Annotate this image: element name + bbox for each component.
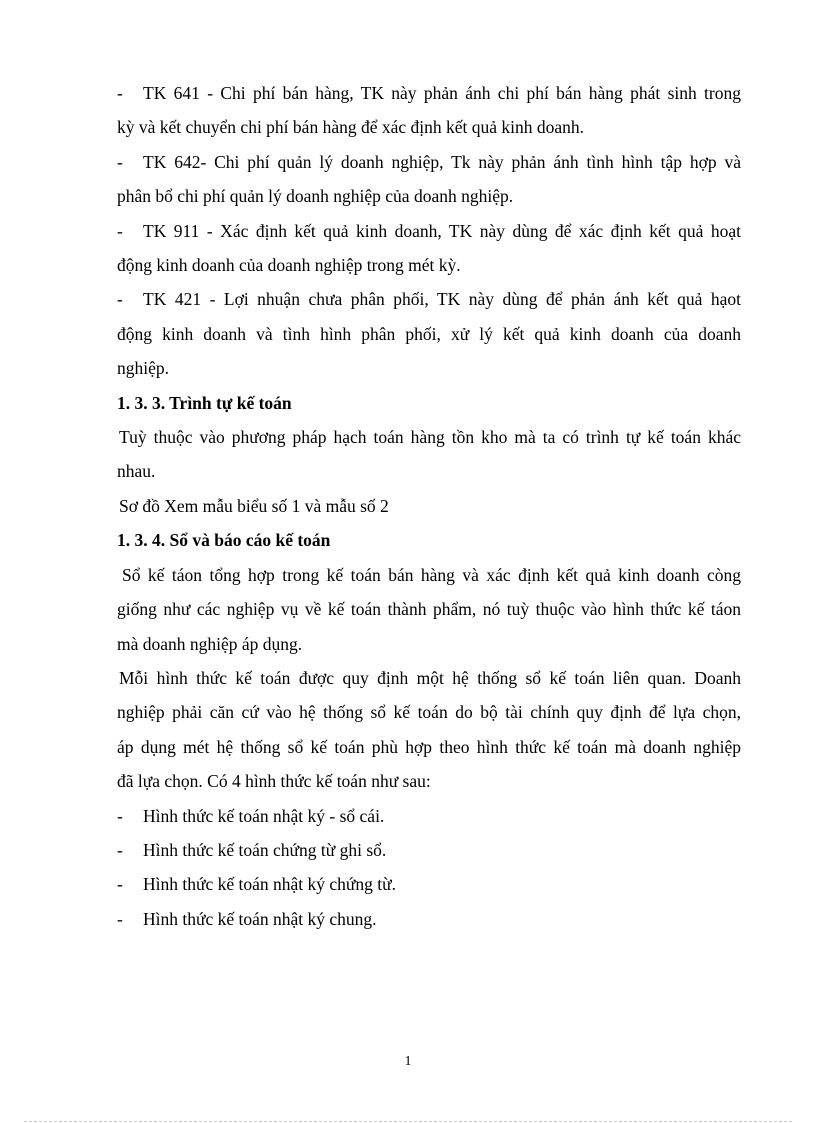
paragraph-line: đã lựa chọn. Có 4 hình thức kế toán như sau: (117, 771, 431, 792)
bullet-tk421 (117, 282, 741, 316)
bullet-form (117, 902, 741, 936)
bullet-form (117, 833, 741, 867)
bullet-tk911 (117, 214, 741, 248)
paragraph-line: giống như các nghiệp vụ về kế toán thành phẩm, nó tuỳ thuộc vào hình thức kế táon (117, 599, 741, 620)
bullet-text-line: TK 421 - Lợi nhuận chưa phân phối, TK này dùng để phản ánh kết quả hạot (143, 289, 741, 310)
page-bottom-rule (24, 1121, 792, 1122)
bullet-text: Hình thức kế toán chứng từ ghi sổ. (143, 839, 387, 860)
page-content (117, 76, 741, 936)
bullet-text: Hình thức kế toán nhật ký chứng từ. (143, 874, 396, 895)
bullet-form (117, 799, 741, 833)
bullet-text: Hình thức kế toán nhật ký - sổ cái. (143, 805, 385, 826)
bullet-continuation: nghiệp. (117, 358, 170, 379)
bullet-dash: - (117, 805, 123, 826)
bullet-text: Hình thức kế toán nhật ký chung. (143, 908, 377, 929)
bullet-dash: - (117, 908, 123, 929)
bullet-form (117, 867, 741, 901)
paragraph-line: áp dụng mét hệ thống sổ kế toán phù hợp theo hình thức kế toán mà doanh nghiệp (117, 736, 741, 757)
bullet-tk641 (117, 76, 741, 110)
paragraph-line: Sổ kế táon tổng hợp trong kế toán bán hàng và xác định kết quả kinh doanh còng (122, 564, 741, 585)
bullet-tk642 (117, 145, 741, 179)
bullet-continuation: động kinh doanh của doanh nghiệp trong mét kỳ. (117, 255, 461, 276)
paragraph-line: Tuỳ thuộc vào phương pháp hạch toán hàng tồn kho mà ta có trình tự kế toán khác (119, 427, 741, 448)
paragraph-line: nhau. (117, 461, 156, 482)
section-heading-134: 1. 3. 4. Sổ và báo cáo kế toán (117, 530, 331, 551)
bullet-text-line: TK 642- Chi phí quản lý doanh nghiệp, Tk này phản ánh tình hình tập hợp và (143, 151, 741, 172)
bullet-continuation: động kinh doanh và tình hình phân phối, xử lý kết quả kinh doanh của doanh (117, 323, 741, 344)
bullet-dash: - (117, 874, 123, 895)
page-number: 1 (404, 1054, 412, 1069)
bullet-dash: - (117, 839, 123, 860)
paragraph-line: Sơ đồ Xem mẫu biểu số 1 và mẫu số 2 (119, 495, 389, 516)
bullet-dash: - (117, 151, 123, 172)
bullet-continuation: kỳ và kết chuyển chi phí bán hàng để xác định kết quả kinh doanh. (117, 117, 585, 138)
bullet-text-line: TK 641 - Chi phí bán hàng, TK này phản ánh chi phí bán hàng phát sinh trong (143, 83, 741, 103)
bullet-dash: - (117, 83, 123, 103)
bullet-dash: - (117, 289, 123, 310)
section-heading-133: 1. 3. 3. Trình tự kế toán (117, 392, 292, 413)
bullet-continuation: phân bổ chi phí quản lý doanh nghiệp của doanh nghiệp. (117, 186, 514, 207)
paragraph-line: nghiệp phải căn cứ vào hệ thống sổ kế toán do bộ tài chính quy định để lựa chọn, (117, 702, 741, 723)
paragraph-line: Mỗi hình thức kế toán được quy định một hệ thống sổ kế toán liên quan. Doanh (119, 667, 741, 688)
bullet-text-line: TK 911 - Xác định kết quả kinh doanh, TK này dùng để xác định kết quả hoạt (143, 220, 741, 241)
bullet-dash: - (117, 220, 123, 241)
paragraph-line: mà doanh nghiệp áp dụng. (117, 633, 303, 654)
